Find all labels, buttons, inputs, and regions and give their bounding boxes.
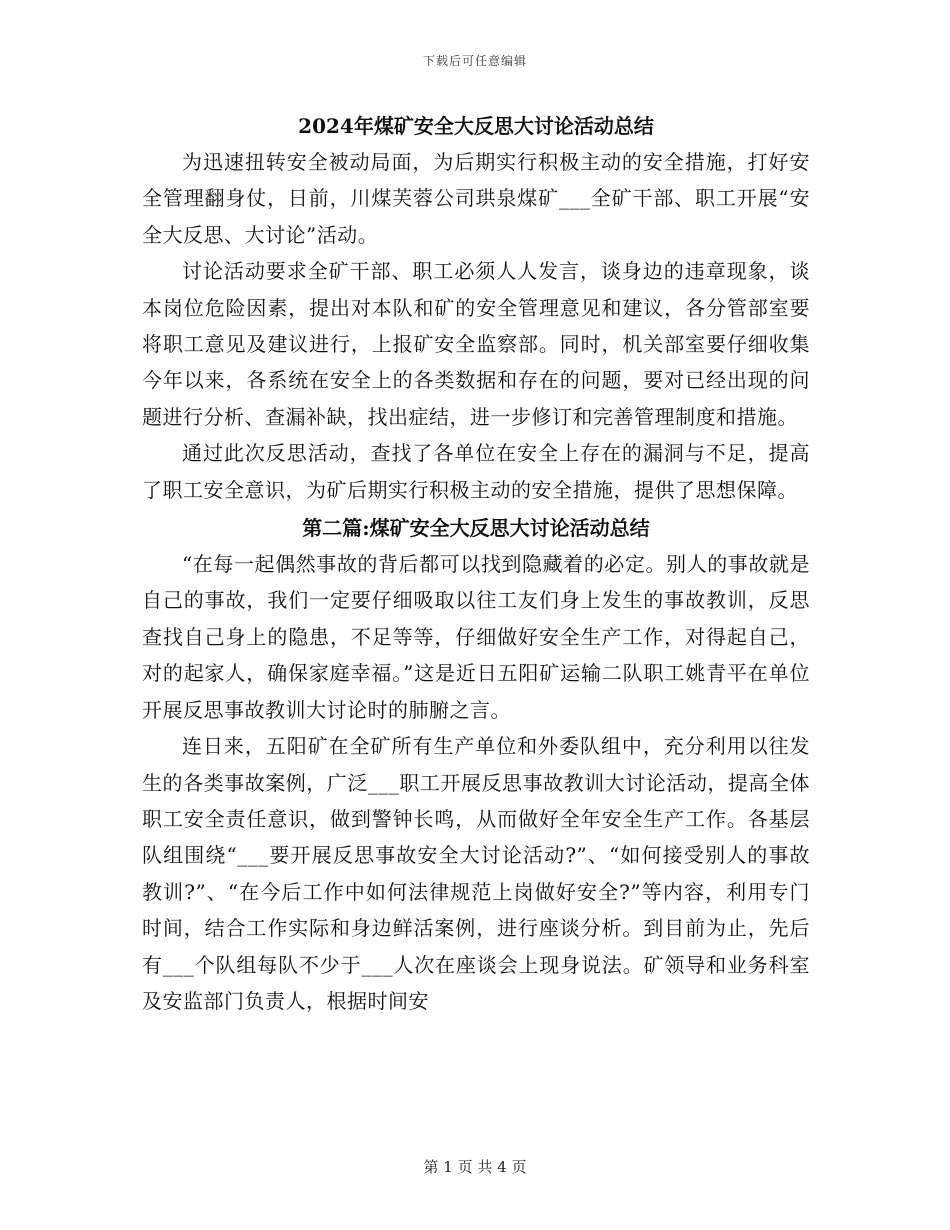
document-title: 2024年煤矿安全大反思大讨论活动总结 (298, 114, 654, 138)
paragraph: 通过此次反思活动，查找了各单位在安全上存在的漏洞与不足，提高了职工安全意识，为矿后期实行积极主动的安全措施，提供了思想保障。 (142, 441, 810, 502)
paragraph: 连日来，五阳矿在全矿所有生产单位和外委队组中，充分利用以往发生的各类事故案例，广泛___职工开展反思事故教训大讨论活动，提高全体职工安全责任意识，做到警钟长鸣，从而做好全年安全生产工作。各基层队组围绕“___要开展反思事故安全大讨论活动?”、“如何接受别人的事故教训?”、“在今后工作中如何法律规范上岗做好安全?”等内容，利用专门时间，结合工作实际和身边鲜活案例，进行座谈分析。到目前为止，先后有___个队组每队不少于___人次在座谈会上现身说法。矿领导和业务科室及安监部门负责人，根据时间安 (142, 734, 810, 1013)
document-body (142, 108, 810, 1019)
paragraph: “在每一起偶然事故的背后都可以找到隐藏着的必定。别人的事故就是自己的事故，我们一定要仔细吸取以往工友们身上发生的事故教训，反思查找自己身上的隐患，不足等等，仔细做好安全生产工作，对得起自己，对的起家人，确保家庭幸福。”这是近日五阳矿运输二队职工姚青平在单位开展反思事故教训大讨论时的肺腑之言。 (142, 552, 810, 722)
paragraph: 为迅速扭转安全被动局面，为后期实行积极主动的安全措施，打好安全管理翻身仗，日前，川煤芙蓉公司珙泉煤矿___全矿干部、职工开展“安全大反思、大讨论”活动。 (142, 150, 810, 247)
paragraph: 讨论活动要求全矿干部、职工必须人人发言，谈身边的违章现象，谈本岗位危险因素，提出对本队和矿的安全管理意见和建议，各分管部室要将职工意见及建议进行，上报矿安全监察部。同时，机关部室要仔细收集今年以来，各系统在安全上的各类数据和存在的问题，要对已经出现的问题进行分析、查漏补缺，找出症结，进一步修订和完善管理制度和措施。 (142, 259, 810, 429)
page-footer: 第 1 页 共 4 页 (423, 1158, 527, 1176)
page-header: 下载后可任意编辑 (422, 54, 527, 68)
section-title: 第二篇:煤矿安全大反思大讨论活动总结 (302, 516, 650, 541)
